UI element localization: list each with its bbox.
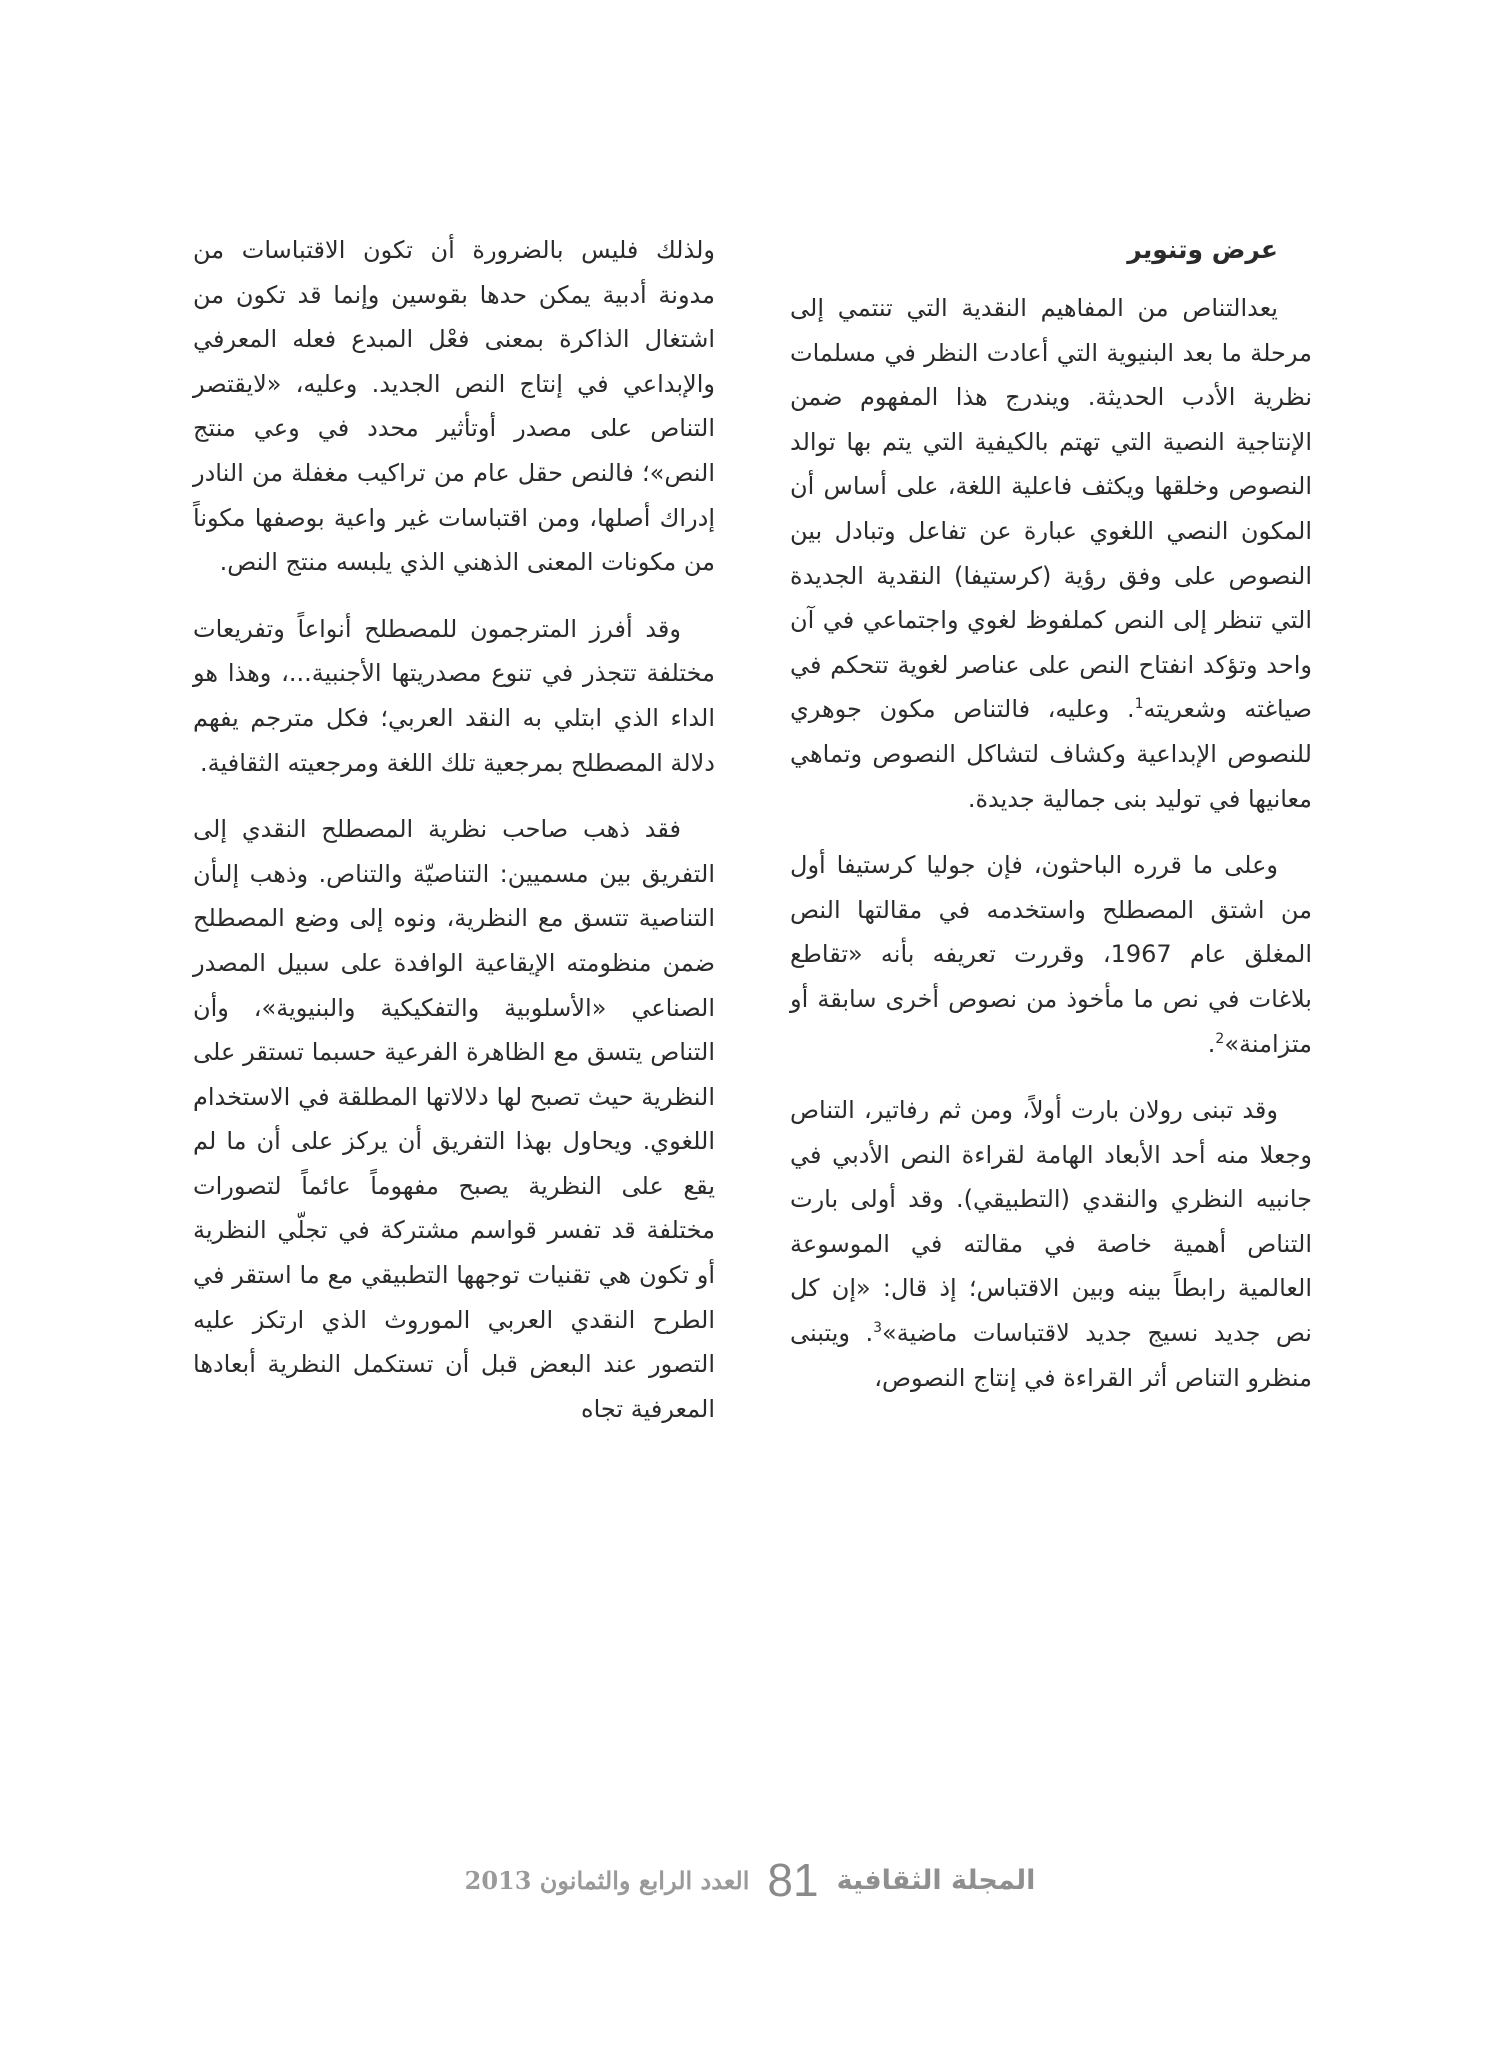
section-heading: عرض وتنوير bbox=[1127, 235, 1278, 264]
footnote-ref[interactable]: 3 bbox=[873, 1320, 883, 1337]
paragraph: وقد أفرز المترجمون للمصطلح أنواعاً وتفريعات مختلفة تتجذر في تنوع مصدريتها الأجنبية...، وهذا هو الداء الذي ابتلي به النقد العربي؛ فكل مترجم يفهم دلالة المصطلح بمرجعية تلك اللغة ومرجعيته الثقافية. bbox=[193, 614, 715, 777]
magazine-name: المجلة الثقافية bbox=[836, 1864, 1036, 1896]
paragraph: يعدالتناص من المفاهيم النقدية التي تنتمي إلى مرحلة ما بعد البنيوية التي أعادت النظر في مسلمات نظرية الأدب الحديثة. ويندرج هذا المفهوم ضمن الإنتاجية النصية التي تهتم بالكيفية التي يتم بها توالد النصوص وخلقها ويكثف فاعلية اللغة، على أساس أن المكون النصي اللغوي عبارة عن تفاعل وتبادل بين النصوص على وفق رؤية (كرستيفا) النقدية الجديدة التي تنظر إلى النص كملفوظ لغوي واجتماعي في آن واحد وتؤكد انفتاح النص على عناصر لغوية تتحكم في صياغته وشعريته$^1$. وعليه، فالتناص مكون جوهري للنصوص الإبداعية وكشاف لتشاكل النصوص وتماهي معانيها في توليد بنى جمالية جديدة. bbox=[790, 294, 1312, 813]
paragraph: وعلى ما قرره الباحثون، فإن جوليا كرستيفا أول من اشتق المصطلح واستخدمه في مقالتها النص المغلق عام 1967، وقررت تعريفه بأنه «تقاطع بلاغات في نص ما مأخوذ من نصوص أخرى سابقة أو متزامنة»$^2$. bbox=[790, 851, 1312, 1058]
paragraph: وقد تبنى رولان بارت أولاً، ومن ثم رفاتير، التناص وجعلا منه أحد الأبعاد الهامة لقراءة النص الأدبي في جانبيه النظري والنقدي (التطبيقي). وقد أولى بارت التناص أهمية خاصة في مقالته في الموسوعة العالمية رابطاً بينه وبين الاقتباس؛ إذ قال: «إن كل نص جديد نسيج جديد لاقتباسات ماضية»$^3$. ويتبنى منظرو التناص أثر القراءة في إنتاج النصوص، bbox=[790, 1096, 1312, 1392]
right-column bbox=[790, 228, 1312, 1422]
paragraph: ولذلك فليس بالضرورة أن تكون الاقتباسات من مدونة أدبية يمكن حدها بقوسين وإنما قد تكون من اشتغال الذاكرة بمعنى فعْل المبدع فعله المعرفي والإبداعي في إنتاج النص الجديد. وعليه، «لايقتصر التناص على مصدر أوتأثير محدد في وعي منتج النص»؛ فالنص حقل عام من تراكيب مغفلة من النادر إدراك أصلها، ومن اقتباسات غير واعية بوصفها مكوناً من مكونات المعنى الذهني الذي يلبسه منتج النص. bbox=[193, 236, 715, 577]
left-column bbox=[193, 228, 715, 1453]
issue-label: العدد الرابع والثمانون 2013 bbox=[464, 1865, 750, 1895]
page-number: 81 bbox=[767, 1854, 819, 1906]
footnote-ref[interactable]: 2 bbox=[1215, 1030, 1225, 1047]
footnote-ref[interactable]: 1 bbox=[1134, 696, 1144, 713]
page-footer bbox=[440, 1855, 1060, 1905]
paragraph: فقد ذهب صاحب نظرية المصطلح النقدي إلى التفريق بين مسميين: التناصيّة والتناص. وذهب إلىأن التناصية تتسق مع النظرية، ونوه إلى وضع المصطلح ضمن منظومته الإيقاعية الوافدة على سبيل المصدر الصناعي «الأسلوبية والتفكيكية والبنيوية»، وأن التناص يتسق مع الظاهرة الفرعية حسبما تستقر على النظرية حيث تصبح لها دلالاتها المطلقة في الاستخدام اللغوي. ويحاول بهذا التفريق أن يركز على أن ما لم يقع على النظرية يصبح مفهوماً عائماً لتصورات مختلفة قد تفسر قواسم مشتركة في تجلّي النظرية أو تكون هي تقنيات توجهها التطبيقي مع ما استقر في الطرح النقدي العربي الموروث الذي ارتكز عليه التصور عند البعض قبل أن تستكمل النظرية أبعادها المعرفية تجاه bbox=[193, 815, 715, 1423]
